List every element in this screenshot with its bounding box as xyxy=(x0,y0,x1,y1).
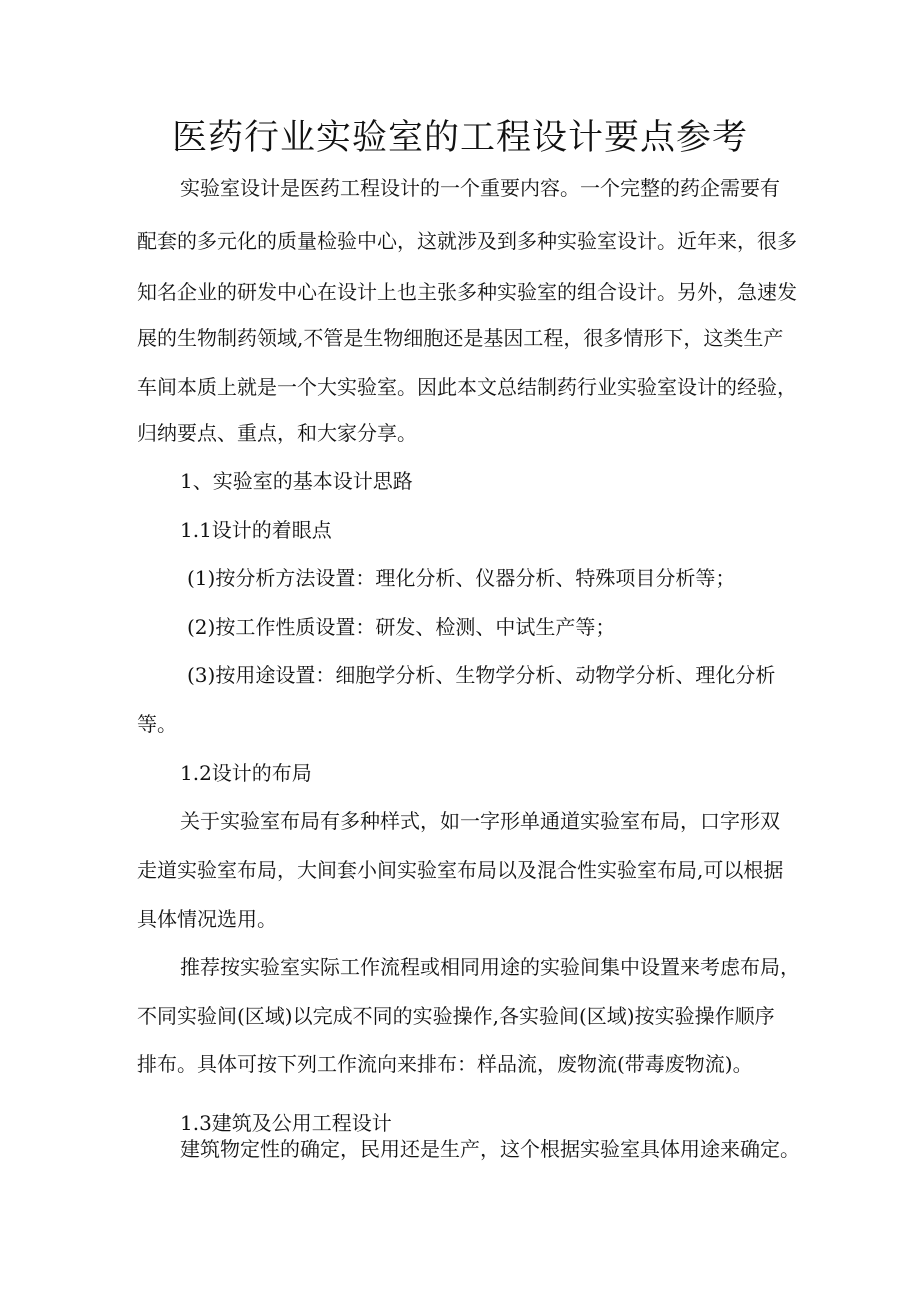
building-line-1: 建筑物定性的确定，民用还是生产，这个根据实验室具体用途来确定。 xyxy=(180,1137,800,1161)
section-1-2-heading: 1.2设计的布局 xyxy=(180,761,312,785)
intro-line-4: 展的生物制药领域,不管是生物细胞还是基因工程，很多情形下，这类生产 xyxy=(137,326,784,350)
layout-line-1: 关于实验室布局有多种样式，如一字形单通道实验室布局，口字形双 xyxy=(180,809,780,833)
section-1-1-heading: 1.1设计的着眼点 xyxy=(180,518,332,542)
recommend-line-2: 不同实验间(区域)以完成不同的实验操作,各实验间(区域)按实验操作顺序 xyxy=(137,1004,775,1028)
layout-line-2: 走道实验室布局，大间套小间实验室布局以及混合性实验室布局,可以根据 xyxy=(137,858,784,882)
section-1-3-heading: 1.3建筑及公用工程设计 xyxy=(180,1111,392,1135)
layout-line-3: 具体情况选用。 xyxy=(137,907,277,931)
intro-line-5: 车间本质上就是一个大实验室。因此本文总结制药行业实验室设计的经验， xyxy=(137,375,797,399)
list-item-2: (2)按工作性质设置：研发、检测、中试生产等； xyxy=(187,615,616,639)
list-item-3: (3)按用途设置：细胞学分析、生物学分析、动物学分析、理化分析 xyxy=(187,663,776,687)
list-item-3-continuation: 等。 xyxy=(137,712,177,736)
intro-line-6: 归纳要点、重点，和大家分享。 xyxy=(137,421,417,445)
section-1-heading: 1、实验室的基本设计思路 xyxy=(180,469,413,493)
intro-line-2: 配套的多元化的质量检验中心，这就涉及到多种实验室设计。近年来，很多 xyxy=(137,229,797,253)
recommend-line-3: 排布。具体可按下列工作流向来排布：样品流，废物流(带毒废物流)。 xyxy=(137,1052,753,1076)
intro-line-3: 知名企业的研发中心在设计上也主张多种实验室的组合设计。另外，急速发 xyxy=(137,280,797,304)
intro-line-1: 实验室设计是医药工程设计的一个重要内容。一个完整的药企需要有 xyxy=(180,176,780,200)
recommend-line-1: 推荐按实验室实际工作流程或相同用途的实验间集中设置来考虑布局， xyxy=(180,955,800,979)
page-title: 医药行业实验室的工程设计要点参考 xyxy=(171,118,748,158)
list-item-1: (1)按分析方法设置：理化分析、仪器分析、特殊项目分析等； xyxy=(187,566,736,590)
